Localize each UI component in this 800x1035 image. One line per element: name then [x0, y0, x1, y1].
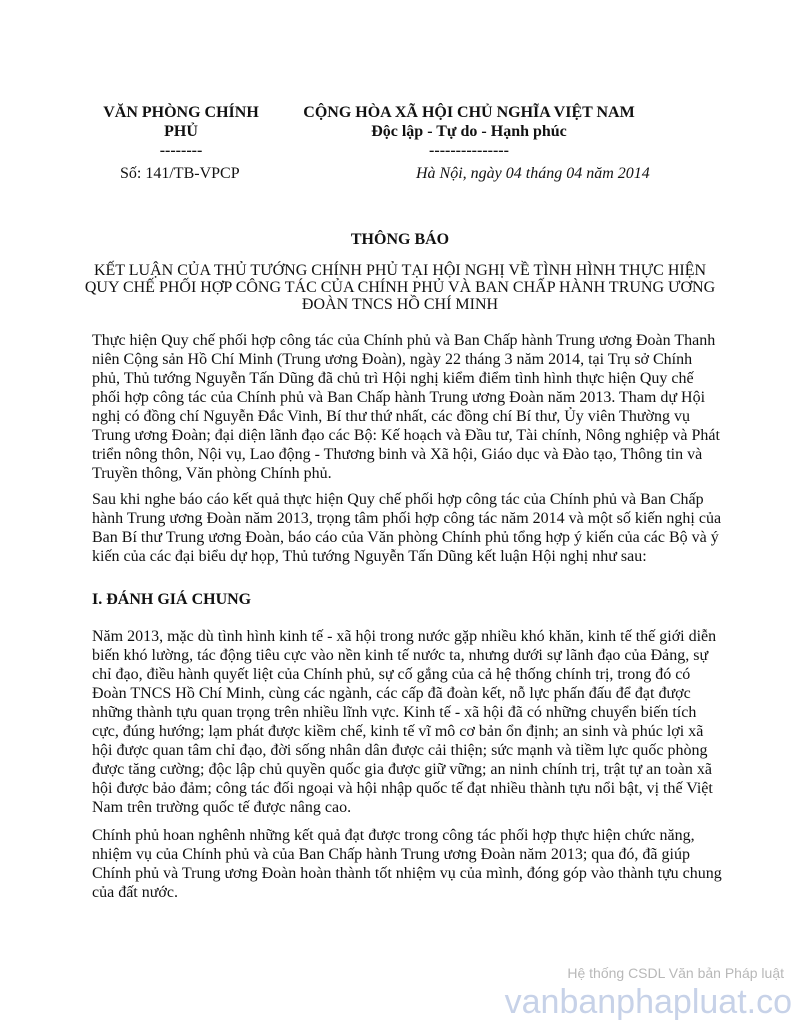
document-subtitle: KẾT LUẬN CỦA THỦ TƯỚNG CHÍNH PHỦ TẠI HỘI NGHỊ VỀ TÌNH HÌNH THỰC HIỆN QUY CHẾ PHỐI HỢP CÔNG TÁC CỦA CHÍNH PHỦ VÀ BAN CHẤP HÀNH TRUNG ƯƠNG ĐOÀN TNCS HỒ CHÍ MINH [84, 262, 716, 313]
watermark-site: vanbanphapluat.co [504, 983, 792, 1021]
motto-separator: --------------- [429, 142, 509, 159]
watermark-caption: Hệ thống CSDL Văn bản Pháp luật [567, 965, 784, 981]
national-header [282, 103, 656, 160]
section-heading-general-assessment: I. ĐÁNH GIÁ CHUNG [92, 591, 252, 608]
place-and-date: Hà Nội, ngày 04 tháng 04 năm 2014 [416, 165, 650, 182]
paragraph-assessment: Năm 2013, mặc dù tình hình kinh tế - xã hội trong nước gặp nhiều khó khăn, kinh tế thế giới diễn biến khó lường, tác động tiêu cực vào nền kinh tế nước ta, nhưng dưới sự lãnh đạo của Đảng, sự chỉ đạo, điều hành quyết liệt của Chính phủ, sự cố gắng của cả hệ thống chính trị, trong đó có Đoàn TNCS Hồ Chí Minh, cùng các ngành, các cấp đã đoàn kết, nỗ lực phấn đấu để đạt được những thành tựu quan trọng trên nhiều lĩnh vực. Kinh tế - xã hội đã có những chuyển biến tích cực, đúng hướng; lạm phát được kiềm chế, kinh tế vĩ mô cơ bản ổn định; an sinh và phúc lợi xã hội được quan tâm chỉ đạo, đời sống nhân dân được cải thiện; sức mạnh và tiềm lực quốc phòng được tăng cường; độc lập chủ quyền quốc gia được giữ vững; an ninh chính trị, trật tự an toàn xã hội được bảo đảm; công tác đối ngoại và hội nhập quốc tế đạt nhiều thành tựu nổi bật, vị thế Việt Nam trên trường quốc tế được nâng cao. [92, 628, 717, 816]
agency-separator: -------- [159, 142, 203, 159]
paragraph-appreciation: Chính phủ hoan nghênh những kết quả đạt được trong công tác phối hợp thực hiện chức năng, nhiệm vụ của Chính phủ và của Ban Chấp hành Trung ương Đoàn năm 2013; qua đó, đã giúp Chính phủ và Trung ương Đoàn hoàn thành tốt nhiệm vụ của mình, đóng góp vào thành tựu chung của đất nước. [92, 827, 722, 901]
document-number: Số: 141/TB-VPCP [120, 165, 240, 182]
agency-name-line1: VĂN PHÒNG CHÍNH [103, 104, 259, 121]
nation-name: CỘNG HÒA XÃ HỘI CHỦ NGHĨA VIỆT NAM [303, 104, 635, 121]
agency-name-line2: PHỦ [164, 123, 198, 140]
paragraph-intro: Thực hiện Quy chế phối hợp công tác của Chính phủ và Ban Chấp hành Trung ương Đoàn Thanh niên Cộng sản Hồ Chí Minh (Trung ương Đoàn), ngày 22 tháng 3 năm 2014, tại Trụ sở Chính phủ, Thủ tướng Nguyễn Tấn Dũng đã chủ trì Hội nghị kiểm điểm tình hình thực hiện Quy chế phối hợp công tác của Chính phủ và Ban Chấp hành Trung ương Đoàn năm 2013. Tham dự Hội nghị có đồng chí Nguyễn Đắc Vinh, Bí thư thứ nhất, các đồng chí Bí thư, Ủy viên Thường vụ Trung ương Đoàn; đại diện lãnh đạo các Bộ: Kế hoạch và Đầu tư, Tài chính, Nông nghiệp và Phát triển nông thôn, Nội vụ, Lao động - Thương binh và Xã hội, Giáo dục và Đào tạo, Thông tin và Truyền thông, Văn phòng Chính phủ. [92, 332, 720, 482]
paragraph-conclusion-intro: Sau khi nghe báo cáo kết quả thực hiện Quy chế phối hợp công tác của Chính phủ và Ban Chấp hành Trung ương Đoàn năm 2013, trọng tâm phối hợp công tác năm 2014 và một số kiến nghị của Ban Bí thư Trung ương Đoàn, báo cáo của Văn phòng Chính phủ tổng hợp ý kiến của các Bộ và ý kiến của các đại biểu dự họp, Thủ tướng Nguyễn Tấn Dũng kết luận Hội nghị như sau: [92, 491, 722, 565]
national-motto: Độc lập - Tự do - Hạnh phúc [371, 123, 567, 140]
issuing-agency [96, 103, 266, 160]
document-title: THÔNG BÁO [350, 231, 450, 248]
